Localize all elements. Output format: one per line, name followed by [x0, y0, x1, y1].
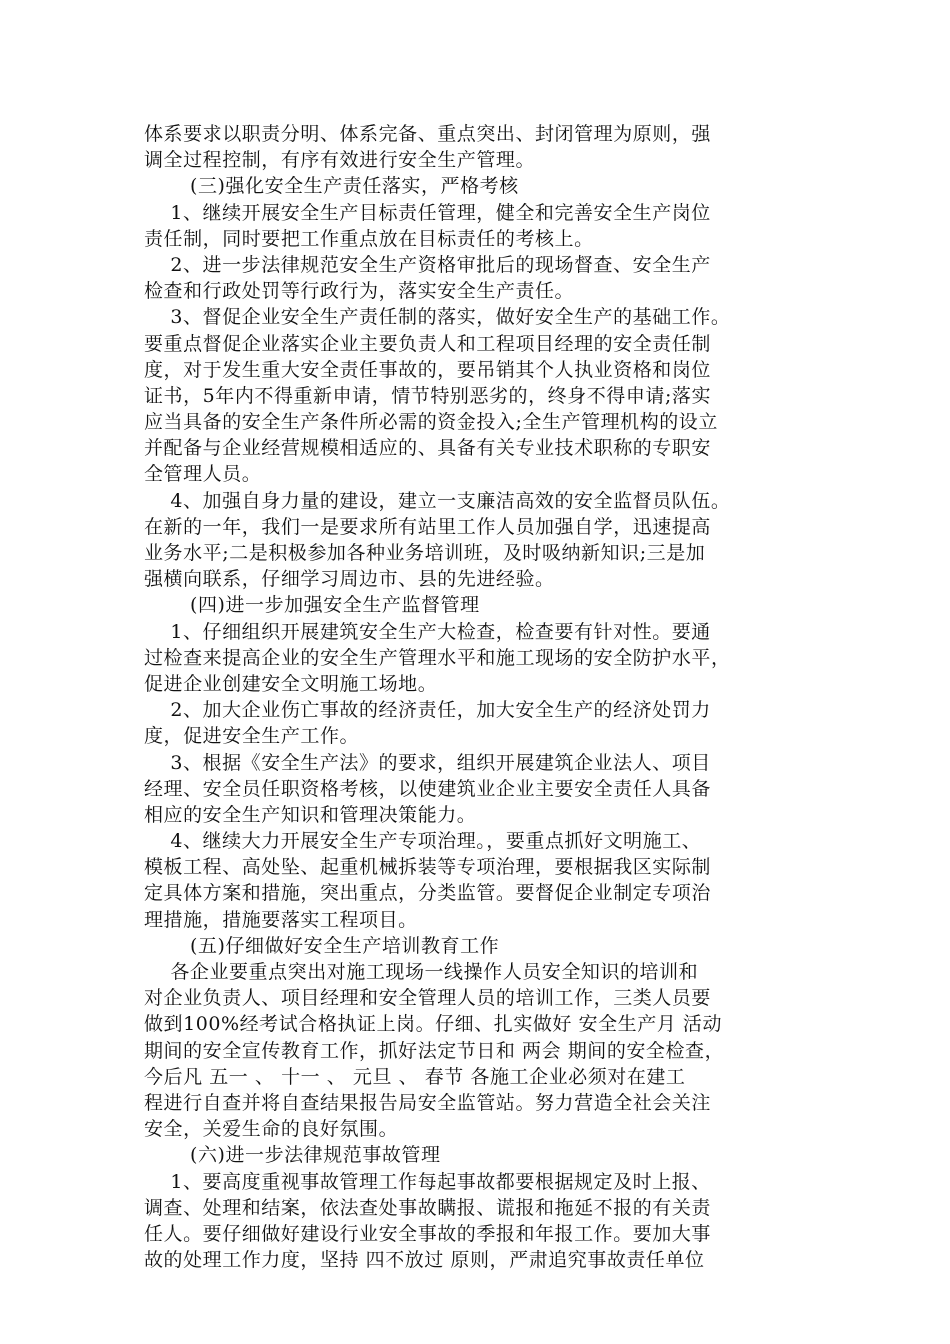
- text-line: 4、继续大力开展安全生产专项治理。，要重点抓好文明施工、: [144, 830, 702, 853]
- text-line: 理措施，措施要落实工程项目。: [144, 908, 418, 931]
- section-heading: (四)进一步加强安全生产监督管理: [190, 594, 480, 617]
- text-line: 强横向联系，仔细学习周边市、县的先进经验。: [144, 568, 555, 591]
- text-line: 过检查来提高企业的安全生产管理水平和施工现场的安全防护水平，: [144, 646, 731, 669]
- text-line: 调全过程控制，有序有效进行安全生产管理。: [144, 149, 536, 172]
- text-line: 3、督促企业安全生产责任制的落实，做好安全生产的基础工作。: [144, 306, 731, 329]
- section-heading: (三)强化安全生产责任落实，严格考核: [190, 175, 519, 198]
- text-line: 经理、安全员任职资格考核，以使建筑业企业主要安全责任人具备: [144, 777, 711, 800]
- text-line: 体系要求以职责分明、体系完备、重点突出、封闭管理为原则，强: [144, 123, 711, 145]
- text-line: 今后凡 五一 、 十一 、 元旦 、 春节 各施工企业必须对在建工: [144, 1065, 686, 1088]
- text-line: 期间的安全宣传教育工作，抓好法定节日和 两会 期间的安全检查，: [144, 1039, 725, 1062]
- text-line: 1、继续开展安全生产目标责任管理，健全和完善安全生产岗位: [144, 201, 711, 224]
- text-line: 在新的一年，我们一是要求所有站里工作人员加强自学，迅速提高: [144, 515, 711, 538]
- text-line: 程进行自查并将自查结果报告局安全监管站。努力营造全社会关注: [144, 1091, 711, 1114]
- text-line: 做到100%经考试合格执证上岗。仔细、扎实做好 安全生产月 活动: [144, 1013, 722, 1036]
- text-line: 模板工程、高处坠、起重机械拆装等专项治理，要根据我区实际制: [144, 856, 711, 879]
- text-line: 并配备与企业经营规模相适应的、具备有关专业技术职称的专职安: [144, 437, 711, 460]
- text-line: 业务水平;二是积极参加各种业务培训班，及时吸纳新知识;三是加: [144, 542, 706, 564]
- text-line: 度，促进安全生产工作。: [144, 725, 360, 748]
- text-line: 3、根据《安全生产法》的要求，组织开展建筑企业法人、项目: [144, 751, 711, 774]
- document-body: [144, 121, 809, 1273]
- text-line: 任人。要仔细做好建设行业安全事故的季报和年报工作。要加大事: [144, 1222, 711, 1245]
- text-line: 对企业负责人、项目经理和安全管理人员的培训工作，三类人员要: [144, 987, 711, 1010]
- text-line: 责任制，同时要把工作重点放在目标责任的考核上。: [144, 227, 594, 250]
- text-line: 证书，5年内不得重新申请，情节特别恶劣的，终身不得申请;落实: [144, 384, 711, 407]
- text-line: 度，对于发生重大安全责任事故的，要吊销其个人执业资格和岗位: [144, 358, 711, 381]
- text-line: 安全，关爱生命的良好氛围。: [144, 1118, 399, 1141]
- text-line: 4、加强自身力量的建设，建立一支廉洁高效的安全监督员队伍。: [144, 489, 731, 512]
- text-line: 调查、处理和结案，依法查处事故瞒报、谎报和拖延不报的有关责: [144, 1196, 711, 1219]
- text-line: 2、进一步法律规范安全生产资格审批后的现场督查、安全生产: [144, 253, 711, 276]
- text-line: 1、要高度重视事故管理工作每起事故都要根据规定及时上报、: [144, 1170, 711, 1193]
- text-line: 要重点督促企业落实企业主要负责人和工程项目经理的安全责任制: [144, 332, 711, 355]
- text-line: 1、仔细组织开展建筑安全生产大检查，检查要有针对性。要通: [144, 620, 711, 643]
- text-line: 相应的安全生产知识和管理决策能力。: [144, 803, 477, 826]
- text-line: 故的处理工作力度，坚持 四不放过 原则，严肃追究事故责任单位: [144, 1249, 705, 1272]
- section-heading: (六)进一步法律规范事故管理: [190, 1144, 441, 1167]
- section-heading: (五)仔细做好安全生产培训教育工作: [190, 934, 500, 957]
- text-line: 促进企业创建安全文明施工场地。: [144, 672, 438, 695]
- text-line: 各企业要重点突出对施工现场一线操作人员安全知识的培训和: [144, 961, 699, 983]
- text-line: 2、加大企业伤亡事故的经济责任，加大安全生产的经济处罚力: [144, 699, 711, 722]
- text-line: 全管理人员。: [144, 463, 262, 486]
- text-line: 应当具备的安全生产条件所必需的资金投入;全生产管理机构的设立: [144, 411, 718, 434]
- text-line: 定具体方案和措施，突出重点，分类监管。要督促企业制定专项治: [144, 882, 711, 905]
- text-line: 检查和行政处罚等行政行为，落实安全生产责任。: [144, 280, 575, 303]
